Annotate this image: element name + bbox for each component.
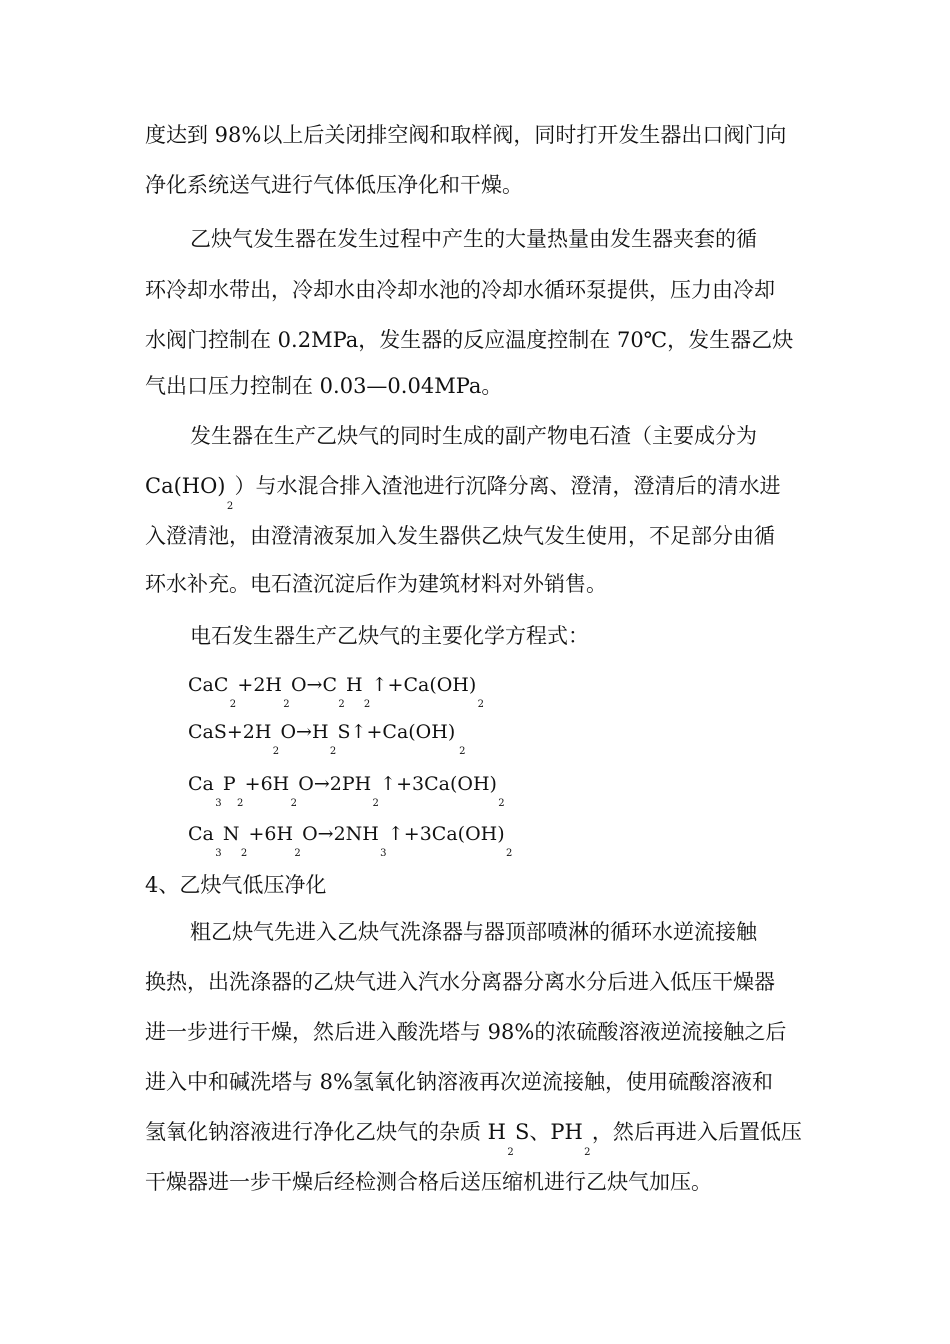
eq-part: ↑+3Ca(OH) [380, 773, 497, 795]
chemical-equation [188, 671, 485, 710]
subscript: 2 [236, 798, 244, 809]
paragraph-line: 换热，出洗涤器的乙炔气进入汽水分离器分离水分后进入低压干燥器 [145, 970, 775, 994]
paragraph-line: 粗乙炔气先进入乙炔气洗涤器与器顶部喷淋的循环水逆流接触 [190, 920, 757, 944]
subscript: 2 [505, 848, 513, 859]
paragraph-line: 度达到 98%以上后关闭排空阀和取样阀，同时打开发生器出口阀门向 [145, 123, 787, 147]
eq-part: ↑+3Ca(OH) [387, 823, 505, 845]
eq-part: CaS+2H [188, 721, 272, 743]
subscript: 2 [477, 699, 484, 710]
chemical-equation [188, 770, 506, 809]
subscript: 3 [215, 848, 222, 859]
eq-part: O→H [280, 721, 329, 743]
subscript: 2 [459, 746, 466, 757]
paragraph-line: 净化系统送气进行气体低压净化和干燥。 [145, 173, 523, 197]
chemical-equation [188, 820, 514, 859]
paragraph-line: 环冷却水带出，冷却水由冷却水池的冷却水循环泵提供，压力由冷却 [145, 278, 775, 302]
paragraph-line [145, 472, 781, 512]
paragraph-line: 电石发生器生产乙炔气的主要化学方程式： [190, 624, 589, 648]
eq-part: O→C [290, 674, 338, 696]
subscript: 2 [329, 746, 337, 757]
subscript: 3 [380, 848, 387, 859]
paragraph-line: 干燥器进一步干燥后经检测合格后送压缩机进行乙炔气加压。 [145, 1170, 712, 1194]
subscript: 2 [584, 1147, 591, 1158]
paragraph-line: 气出口压力控制在 0.03—0.04MPa。 [145, 374, 503, 398]
paragraph-line: 入澄清池，由澄清液泵加入发生器供乙炔气发生使用，不足部分由循 [145, 524, 775, 548]
paragraph-line: 进一步进行干燥，然后进入酸洗塔与 98%的浓硫酸溶液逆流接触之后 [145, 1020, 787, 1044]
subscript: 2 [290, 798, 297, 809]
subscript: 2 [272, 746, 280, 757]
paragraph-line: 水阀门控制在 0.2MPa，发生器的反应温度控制在 70℃，发生器乙炔 [145, 328, 794, 352]
paragraph-text: S、PH [515, 1120, 583, 1144]
subscript: 2 [283, 699, 290, 710]
formula-text: Ca(HO) [145, 474, 226, 498]
eq-part: +6H [244, 773, 290, 795]
eq-part: N [222, 823, 240, 845]
subscript: 2 [229, 699, 237, 710]
eq-part: O→2NH [302, 823, 379, 845]
paragraph-line: 发生器在生产乙炔气的同时生成的副产物电石渣（主要成分为 [190, 424, 757, 448]
paragraph-line: 乙炔气发生器在发生过程中产生的大量热量由发生器夹套的循 [190, 227, 757, 251]
subscript: 3 [215, 798, 222, 809]
paragraph-line [145, 1118, 802, 1158]
eq-part: Ca [188, 773, 214, 795]
eq-part: H [346, 674, 363, 696]
eq-part: Ca [188, 823, 214, 845]
eq-part: P [222, 773, 236, 795]
paragraph-text: ）与水混合排入渣池进行沉降分离、澄清，澄清后的清水进 [234, 474, 781, 498]
paragraph-line: 环水补充。电石渣沉淀后作为建筑材料对外销售。 [145, 572, 607, 596]
subscript: 2 [240, 848, 248, 859]
eq-part: S↑+Ca(OH) [337, 721, 456, 743]
paragraph-text: ，然后再进入后置低压 [591, 1120, 802, 1144]
subscript: 2 [372, 798, 379, 809]
paragraph-text: 氢氧化钠溶液进行净化乙炔气的杂质 H [145, 1120, 506, 1144]
subscript: 2 [507, 1147, 514, 1158]
chemical-equation [188, 718, 469, 757]
subscript: 2 [294, 848, 301, 859]
eq-part: +6H [248, 823, 294, 845]
subscript: 2 [226, 501, 234, 512]
subscript: 2 [363, 699, 371, 710]
eq-part: +2H [237, 674, 282, 696]
subscript: 2 [338, 699, 345, 710]
subscript: 2 [498, 798, 505, 809]
eq-part: CaC [188, 674, 229, 696]
eq-part: O→2PH [298, 773, 372, 795]
paragraph-line: 进入中和碱洗塔与 8%氢氧化钠溶液再次逆流接触，使用硫酸溶液和 [145, 1070, 773, 1094]
eq-part: ↑+Ca(OH) [371, 674, 477, 696]
section-heading: 4、乙炔气低压净化 [145, 873, 327, 897]
